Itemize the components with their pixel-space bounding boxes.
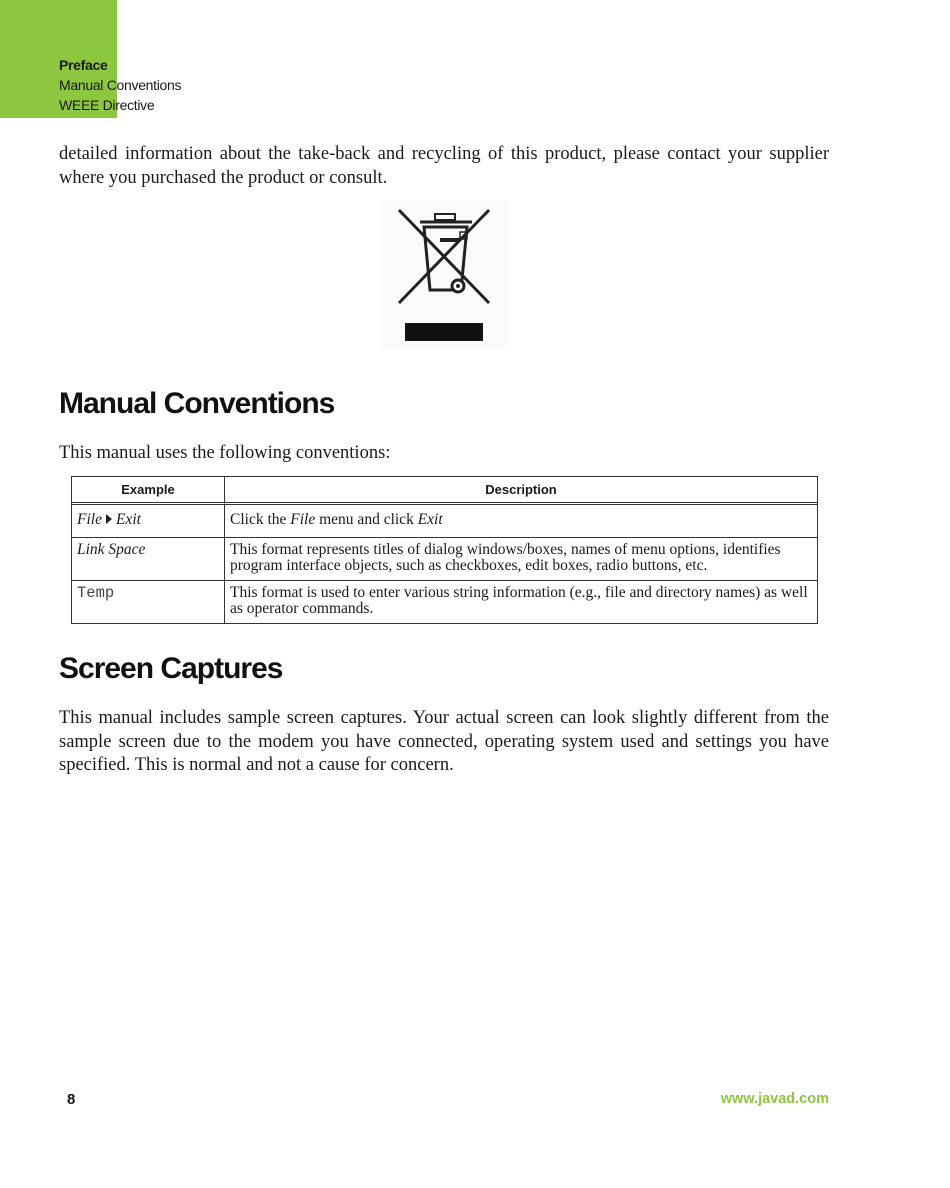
header-subsection: Manual Conventions	[59, 77, 182, 93]
example-menu-exit: Exit	[115, 511, 141, 528]
footer-website-link[interactable]: www.javad.com	[720, 1091, 829, 1107]
conventions-table	[71, 476, 818, 624]
menu-arrow-icon	[106, 514, 112, 524]
table-header-row	[72, 477, 817, 505]
column-header-example: Example	[72, 477, 225, 505]
description-emphasis: Exit	[417, 511, 443, 528]
weee-paragraph: detailed information about the take-back and recycling of this product, please contact your supplier where you purchased the product or consult.	[59, 144, 829, 188]
section-heading-screen-captures: Screen Captures	[59, 652, 283, 685]
description-text: menu and click	[315, 511, 418, 528]
crossed-out-wheelie-bin-icon	[380, 200, 510, 350]
table-row	[72, 505, 817, 537]
description-cell	[225, 505, 817, 537]
header-subsection: WEEE Directive	[59, 97, 155, 113]
table-row	[72, 537, 817, 580]
example-cell: Link Space	[72, 537, 225, 580]
conventions-intro: This manual uses the following conventions:	[59, 443, 391, 463]
column-header-description: Description	[225, 477, 817, 505]
page-number: 8	[67, 1091, 76, 1108]
screen-captures-paragraph: This manual includes sample screen captures. Your actual screen can look slightly different from the sample screen due to the modem you have connected, operating system used and settings you have specified. This is normal and not a cause for concern.	[59, 708, 829, 775]
example-menu-file: File	[77, 511, 102, 528]
example-cell: Temp	[72, 580, 225, 623]
table-row	[72, 580, 817, 623]
header-section-title: Preface	[59, 57, 108, 73]
section-heading-manual-conventions: Manual Conventions	[59, 387, 335, 420]
description-cell: This format is used to enter various string information (e.g., file and directory names) as well as operator commands.	[225, 580, 817, 623]
running-header	[59, 55, 181, 115]
description-text: Click the	[230, 511, 291, 528]
description-cell: This format represents titles of dialog windows/boxes, names of menu options, identifies program interface objects, such as checkboxes, edit boxes, radio buttons, etc.	[225, 537, 817, 580]
example-cell	[72, 505, 225, 537]
description-emphasis: File	[290, 511, 316, 528]
